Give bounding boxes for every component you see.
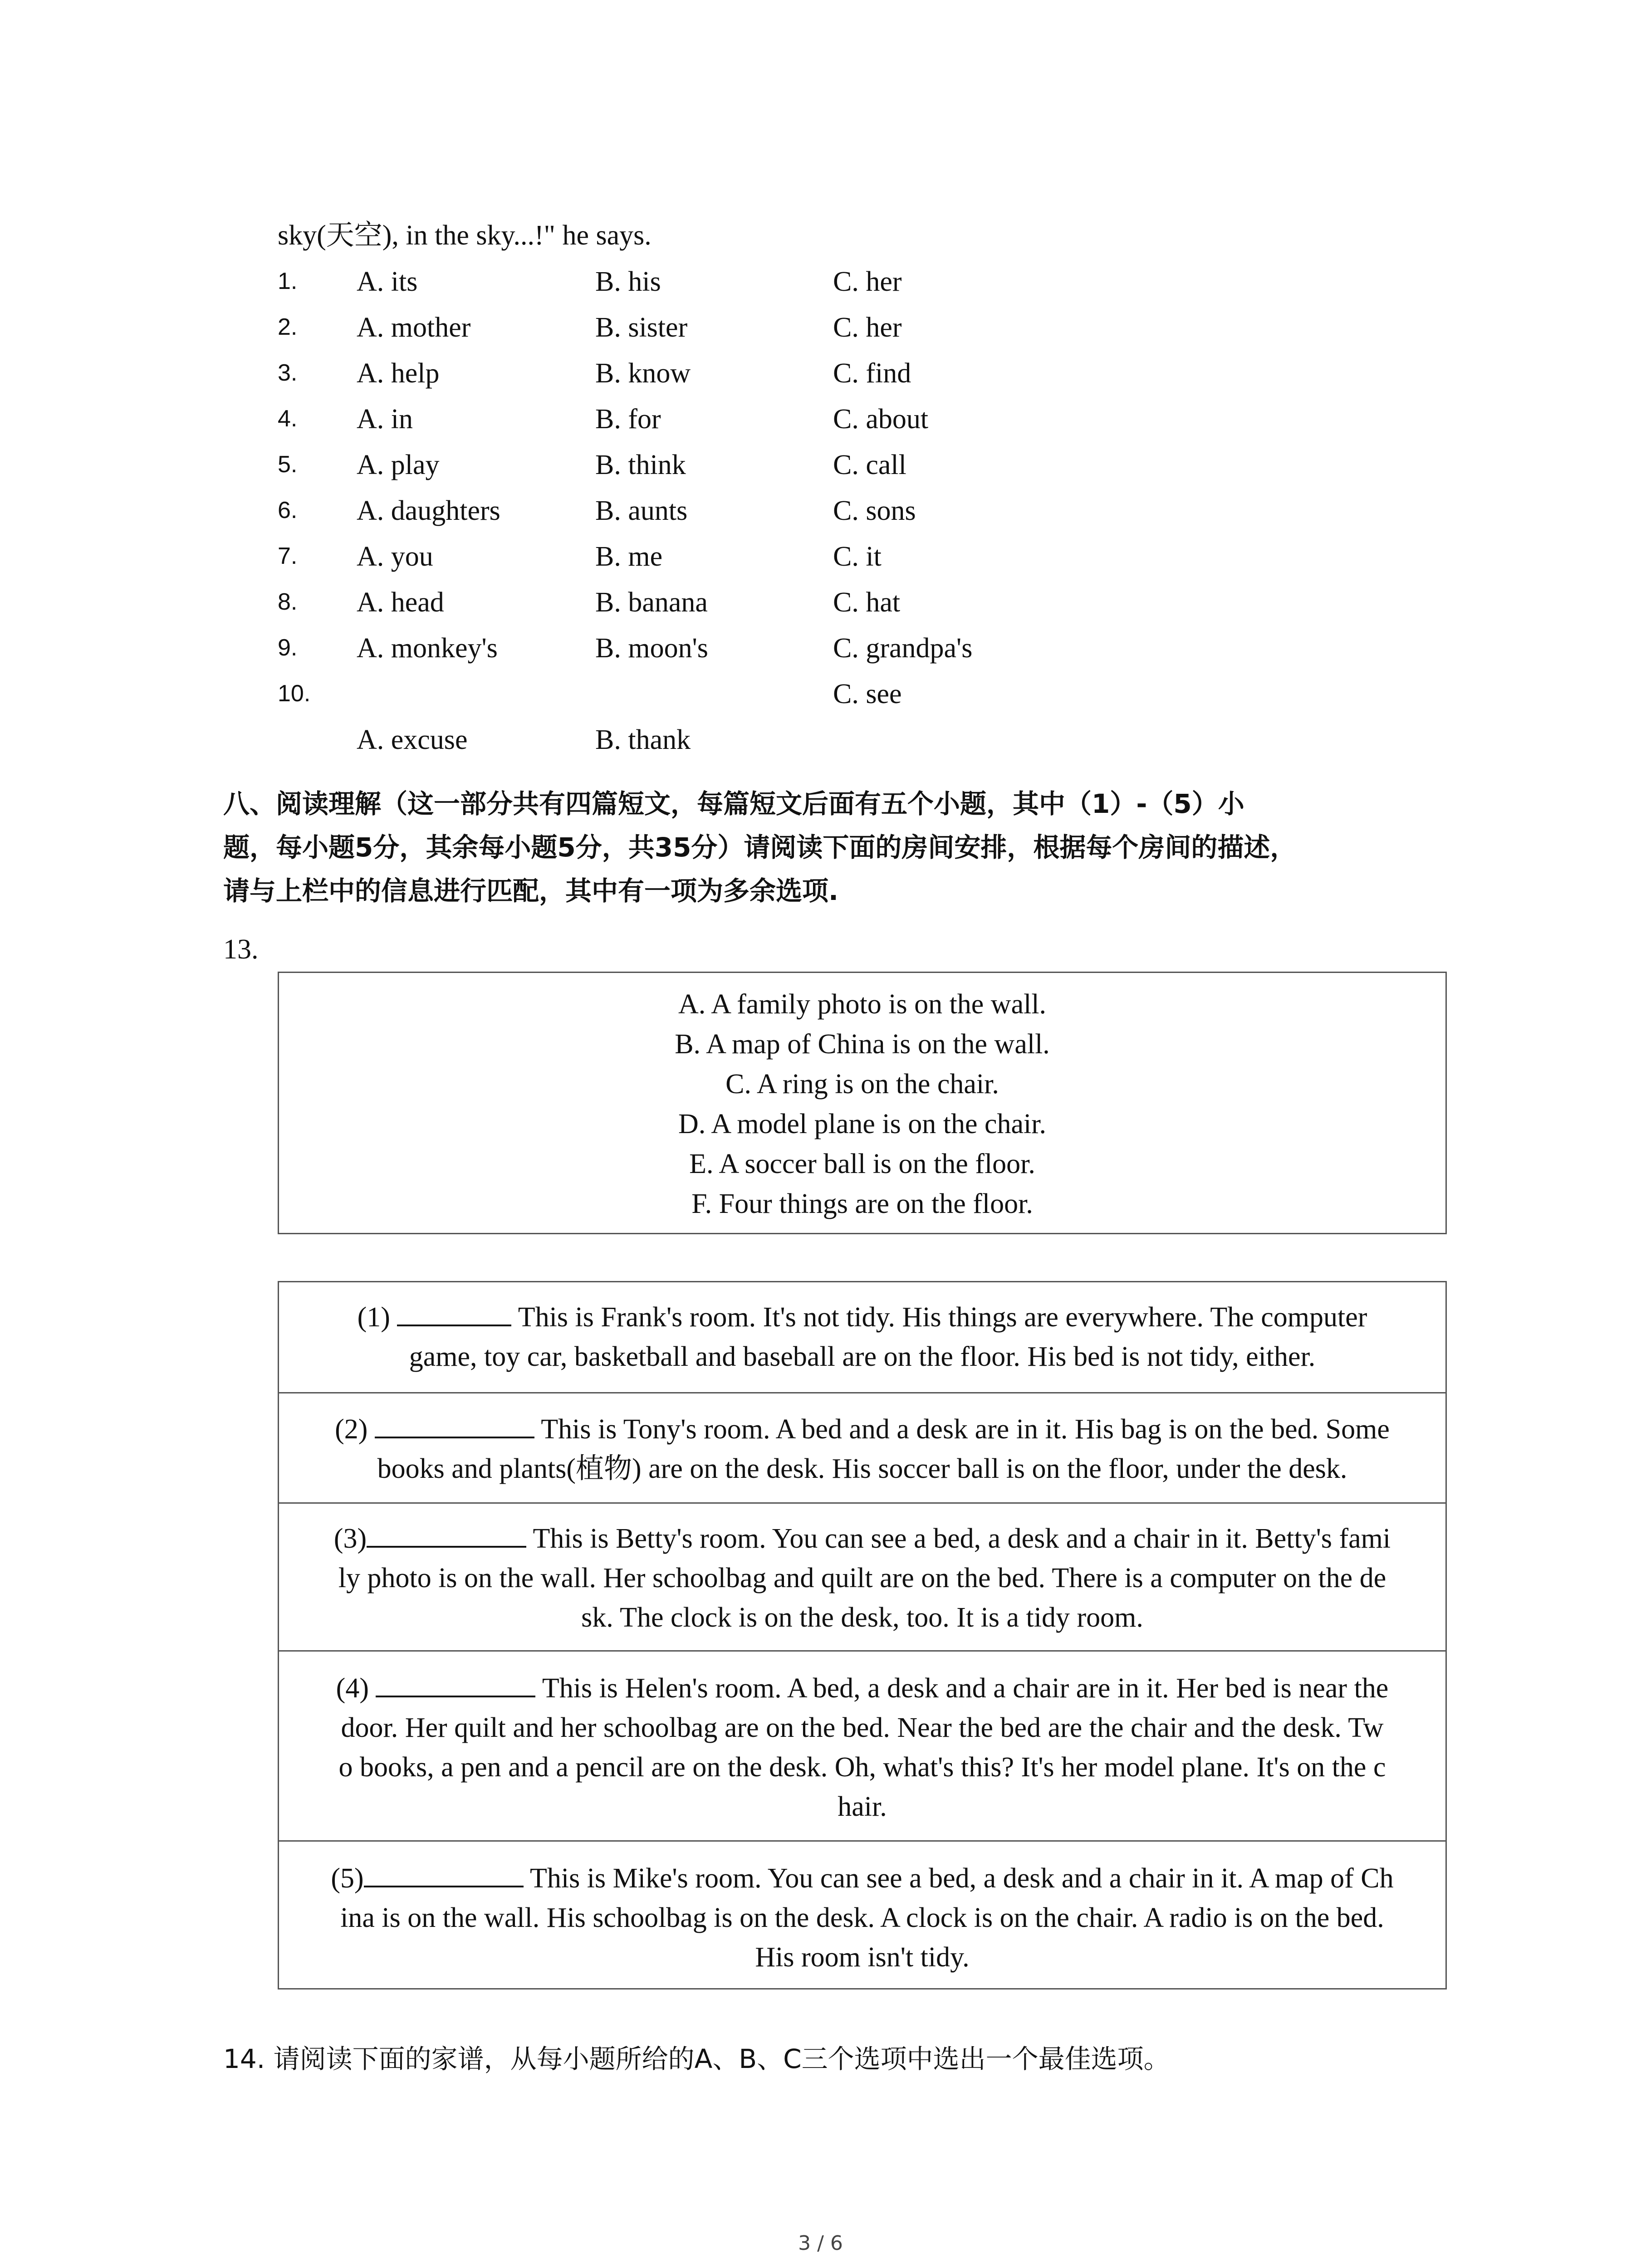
option-line: C. A ring is on the chair. — [725, 1069, 999, 1100]
option-b: B. banana — [595, 587, 708, 618]
option-b: B. moon's — [595, 633, 708, 664]
option-line: E. A soccer ball is on the floor. — [689, 1149, 1035, 1179]
room-text-line: His room isn't tidy. — [755, 1942, 970, 1973]
option-c: C. about — [833, 404, 929, 435]
room-text-line: door. Her quilt and her schoolbag are on the bed. Near the bed are the chair and the desk. Tw — [341, 1712, 1384, 1743]
room-text-line: This is Tony's room. A bed and a desk are in it. His bag is on the bed. Some — [541, 1414, 1390, 1445]
option-c: C. see — [833, 679, 902, 709]
option-a: A. head — [357, 587, 444, 618]
question-14-text: 14. 请阅读下面的家谱，从每小题所给的A、B、C三个选项中选出一个最佳选项。 — [223, 2043, 1170, 2074]
question-number: 8. — [278, 589, 298, 615]
section-heading-line: 八、阅读理解（这一部分共有四篇短文，每篇短文后面有五个小题，其中（1）-（5）小 — [223, 788, 1244, 819]
room-label: (3) — [333, 1523, 367, 1554]
question-number: 4. — [278, 406, 298, 432]
passage-continuation: sky(天空), in the sky...!" he says. — [278, 220, 652, 251]
room-text-line: hair. — [838, 1791, 887, 1822]
option-a: A. mother — [357, 312, 471, 343]
option-line: B. A map of China is on the wall. — [675, 1029, 1050, 1060]
room-row — [279, 1502, 1445, 1650]
option-a: A. help — [357, 358, 440, 389]
option-b: B. for — [595, 404, 661, 435]
option-line: A. A family photo is on the wall. — [678, 989, 1047, 1020]
option-c: C. sons — [833, 495, 916, 526]
question-number: 10. — [278, 680, 311, 707]
question-number: 9. — [278, 635, 298, 661]
option-c: C. it — [833, 541, 882, 572]
room-text-line: ly photo is on the wall. Her schoolbag and quilt are on the bed. There is a computer on the de — [338, 1563, 1386, 1593]
option-a: A. daughters — [357, 495, 500, 526]
room-row — [279, 1840, 1445, 1991]
question-number: 6. — [278, 497, 298, 523]
question-number: 2. — [278, 314, 298, 340]
question-number: 7. — [278, 543, 298, 569]
option-b: B. thank — [595, 724, 691, 755]
page-number: 3 / 6 — [798, 2232, 843, 2255]
option-b: B. think — [595, 450, 686, 480]
option-b: B. his — [595, 266, 661, 297]
option-b: B. sister — [595, 312, 688, 343]
room-text-line: This is Helen's room. A bed, a desk and a chair are in it. Her bed is near the — [542, 1673, 1389, 1704]
answer-blank[interactable] — [376, 1672, 535, 1697]
option-a: A. in — [357, 404, 413, 435]
room-label: (5) — [331, 1863, 364, 1894]
room-row — [279, 1392, 1445, 1502]
question-13-label: 13. — [223, 934, 259, 965]
room-text-line: This is Betty's room. You can see a bed, a desk and a chair in it. Betty's fami — [533, 1523, 1391, 1554]
rooms-table — [278, 1281, 1447, 1989]
room-text-line: game, toy car, basketball and baseball are on the floor. His bed is not tidy, either. — [409, 1341, 1316, 1372]
option-b: B. me — [595, 541, 663, 572]
option-a: A. play — [357, 450, 440, 480]
option-b: B. know — [595, 358, 691, 389]
section-heading — [223, 782, 1296, 913]
room-text-line: o books, a pen and a pencil are on the desk. Oh, what's this? It's her model plane. It's on the c — [338, 1752, 1386, 1783]
room-row — [279, 1282, 1445, 1392]
answer-blank[interactable] — [375, 1413, 534, 1438]
room-text-line: This is Mike's room. You can see a bed, a desk and a chair in it. A map of Ch — [530, 1863, 1394, 1894]
room-label: (2) — [335, 1414, 368, 1445]
option-line: F. Four things are on the floor. — [691, 1188, 1033, 1219]
option-c: C. hat — [833, 587, 901, 618]
option-c: C. grandpa's — [833, 633, 973, 664]
room-text-line: This is Frank's room. It's not tidy. His things are everywhere. The computer — [518, 1302, 1367, 1333]
option-c: C. call — [833, 450, 906, 480]
answer-blank[interactable] — [364, 1862, 524, 1887]
question-number: 5. — [278, 451, 298, 478]
room-text-line: sk. The clock is on the desk, too. It is a tidy room. — [581, 1602, 1143, 1633]
room-label: (4) — [336, 1673, 369, 1704]
room-text-line: books and plants(植物) are on the desk. His soccer ball is on the floor, under the desk. — [377, 1453, 1347, 1484]
answer-blank[interactable] — [397, 1301, 511, 1326]
room-label: (1) — [357, 1302, 390, 1333]
question-number: 3. — [278, 360, 298, 386]
options-box — [278, 972, 1447, 1234]
question-number: 1. — [278, 268, 298, 294]
section-heading-line: 题，每小题5分，其余每小题5分，共35分）请阅读下面的房间安排，根据每个房间的描述， — [223, 832, 1297, 863]
section-heading-line: 请与上栏中的信息进行匹配，其中有一项为多余选项. — [223, 875, 839, 906]
option-b: B. aunts — [595, 495, 688, 526]
option-a: A. monkey's — [357, 633, 498, 664]
option-a: A. its — [357, 266, 418, 297]
option-c: C. find — [833, 358, 911, 389]
room-text-line: ina is on the wall. His schoolbag is on the desk. A clock is on the chair. A radio is on the bed. — [340, 1902, 1384, 1933]
option-c: C. her — [833, 312, 902, 343]
option-line: D. A model plane is on the chair. — [678, 1109, 1047, 1139]
option-a: A. you — [357, 541, 433, 572]
room-row — [279, 1650, 1445, 1840]
option-a: A. excuse — [357, 724, 468, 755]
answer-blank[interactable] — [367, 1522, 526, 1548]
option-c: C. her — [833, 266, 902, 297]
